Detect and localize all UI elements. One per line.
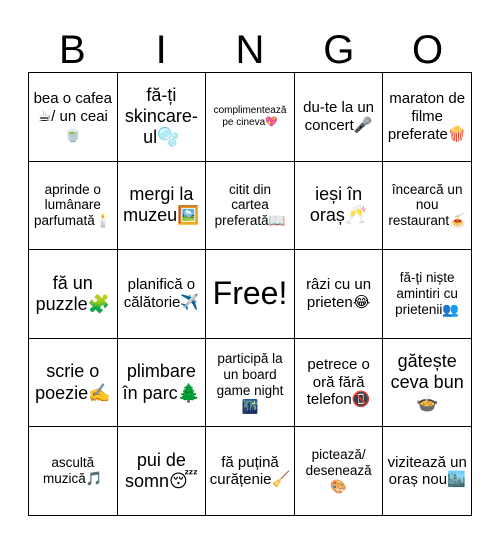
bingo-cell[interactable]: pui de somn😴 bbox=[118, 427, 207, 516]
bingo-cell[interactable]: fă-ți skincare-ul🫧 bbox=[118, 73, 207, 162]
bingo-cell[interactable]: fă puțină curățenie🧹 bbox=[206, 427, 295, 516]
header-letter-o: O bbox=[412, 28, 444, 72]
bingo-cell[interactable]: ieși în oraș🥂 bbox=[295, 162, 384, 251]
bingo-cell[interactable]: du-te la un concert🎤 bbox=[295, 73, 384, 162]
bingo-cell[interactable]: pictează/ desenează🎨 bbox=[295, 427, 384, 516]
bingo-cell[interactable]: ascultă muzică🎵 bbox=[29, 427, 118, 516]
header-letter-n: N bbox=[235, 28, 265, 72]
bingo-cell[interactable]: citit din cartea preferată📖 bbox=[206, 162, 295, 251]
free-space[interactable]: Free! bbox=[206, 250, 295, 339]
bingo-cell[interactable]: aprinde o lumânare parfumată🕯️ bbox=[29, 162, 118, 251]
bingo-cell[interactable]: bea o cafea☕/ un ceai🍵 bbox=[29, 73, 118, 162]
bingo-cell[interactable]: gătește ceva bun🍲 bbox=[383, 339, 472, 428]
bingo-cell[interactable]: complimentează pe cineva💖 bbox=[206, 73, 295, 162]
bingo-cell[interactable]: încearcă un nou restaurant🍝 bbox=[383, 162, 472, 251]
bingo-cell[interactable]: participă la un board game night🌃 bbox=[206, 339, 295, 428]
header-letter-i: I bbox=[155, 28, 167, 72]
bingo-cell[interactable]: plimbare în parc🌲 bbox=[118, 339, 207, 428]
header-letter-b: B bbox=[59, 28, 86, 72]
bingo-card bbox=[28, 72, 472, 516]
bingo-cell[interactable]: râzi cu un prieten😂 bbox=[295, 250, 384, 339]
bingo-header bbox=[28, 28, 472, 72]
bingo-cell[interactable]: fă un puzzle🧩 bbox=[29, 250, 118, 339]
bingo-cell[interactable]: scrie o poezie✍️ bbox=[29, 339, 118, 428]
bingo-cell[interactable]: vizitează un oraș nou🏙️ bbox=[383, 427, 472, 516]
bingo-cell[interactable]: fă-ți niște amintiri cu prietenii👥 bbox=[383, 250, 472, 339]
bingo-cell[interactable]: planifică o călătorie✈️ bbox=[118, 250, 207, 339]
bingo-cell[interactable]: maraton de filme preferate🍿 bbox=[383, 73, 472, 162]
bingo-cell[interactable]: petrece o oră fără telefon📵 bbox=[295, 339, 384, 428]
bingo-cell[interactable]: mergi la muzeu🖼️ bbox=[118, 162, 207, 251]
header-letter-g: G bbox=[323, 28, 355, 72]
